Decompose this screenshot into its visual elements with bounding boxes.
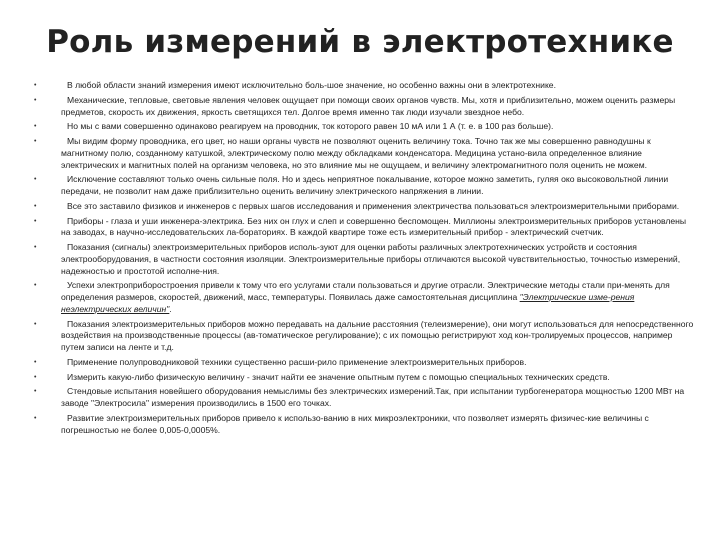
- bullet-paragraph: [34, 216, 694, 239]
- paragraph-text: [61, 413, 694, 436]
- paragraph-body: Успехи электроприборостроения привели к тому что его услугами стали пользоваться и другие отрасли. Электрические методы стали при-менять для определения размеров, скоростей, движений, масс, температуры. Появилась даже самостоятельная дисциплина: [61, 280, 670, 302]
- paragraph-text: [61, 80, 694, 92]
- slide-title: Роль измерений в электротехнике: [46, 24, 674, 60]
- paragraph-body: Развитие электроизмерительных приборов привело к использо-ванию в них микроэлектроники, что позволяет измерять физичес-кие величины с погрешностью не более 0,005-0,0005%.: [61, 412, 649, 435]
- paragraph-body: В любой области знаний измерения имеют исключительно боль-шое значение, но особенно важны они в электротехнике.: [67, 80, 556, 90]
- paragraph-body: Измерить какую-либо физическую величину - значит найти ее значение опытным путем с помощью специальных технических средств.: [67, 371, 610, 382]
- paragraph-text: [61, 357, 694, 369]
- bullet-dot-icon: •: [34, 123, 37, 131]
- paragraph-text: [61, 174, 694, 197]
- bullet-paragraph: [34, 174, 694, 197]
- bullet-dot-icon: •: [34, 217, 37, 225]
- bullet-paragraph: [34, 372, 694, 384]
- paragraph-text: [61, 95, 694, 118]
- bullet-paragraph: [34, 357, 694, 369]
- bullet-dot-icon: •: [34, 244, 37, 252]
- bullet-paragraph: [34, 413, 694, 436]
- bullet-paragraph: [34, 386, 694, 409]
- bullet-paragraph: [34, 319, 694, 354]
- paragraph-text: [61, 386, 694, 409]
- bullet-dot-icon: •: [34, 282, 37, 290]
- paragraph-text: [61, 201, 694, 213]
- bullet-dot-icon: •: [34, 202, 37, 210]
- bullet-paragraph: [34, 136, 694, 171]
- paragraph-text: [61, 216, 694, 239]
- paragraph-end: .: [169, 303, 172, 314]
- bullet-paragraph: [34, 121, 694, 133]
- paragraph-body: Показания (сигналы) электроизмерительных приборов исполь-зуют для оценки работы различных электротехнических устройств и состояния электрооборудования, в частности состояния изоляции. Электроизмерительные приборы отличаются высокой чувствительностью, точностью измерений, надежностью и простотой исполне-ния.: [61, 242, 681, 276]
- paragraph-body: Исключение составляют только очень сильные поля. Но и здесь неприятное покалывание, которое можно заметить, гуляя око высоковольтной линии передачи, не позволит нам даже приблизительно оценить величину электрического напряжения в линии.: [61, 174, 669, 196]
- bullet-dot-icon: •: [34, 82, 37, 89]
- paragraph-text: [61, 121, 694, 133]
- bullet-paragraph: [34, 201, 694, 213]
- slide-content: [34, 80, 694, 439]
- bullet-dot-icon: •: [34, 373, 37, 381]
- bullet-paragraph: [34, 80, 694, 92]
- paragraph-text: [61, 280, 694, 315]
- bullet-paragraph: [34, 95, 694, 118]
- bullet-dot-icon: •: [34, 138, 37, 146]
- paragraph-body: Приборы - глаза и уши инженера-электрика. Без них он глух и слеп и совершенно беспомощен. Миллионы электроизмерительных приборов установлены на заводах, в научно-исследовательских ла-бораториях. В каждой квартире тоже есть измерительный прибор - электрический счетчик.: [61, 215, 687, 238]
- emphasized-discipline-name: "Электрические изме-рения неэлектрических величин": [61, 292, 635, 314]
- paragraph-text: [61, 242, 694, 277]
- bullet-paragraph: [34, 242, 694, 277]
- paragraph-text: [61, 319, 694, 354]
- paragraph-body: Механические, тепловые, световые явления человек ощущает при помощи своих органов чувств. Мы, хотя и приблизительно, можем оценить размеры предметов, скорость их движения, яркость светящихся тел. Долгое время именно так люди изучали звездное небо.: [61, 94, 676, 117]
- bullet-dot-icon: •: [34, 358, 37, 366]
- paragraph-text: [61, 372, 694, 384]
- paragraph-body: Применение полупроводниковой техники существенно расши-рило применение электроизмерительных приборов.: [67, 356, 527, 367]
- bullet-dot-icon: •: [34, 388, 37, 396]
- bullet-paragraph: [34, 280, 694, 315]
- paragraph-body: Мы видим форму проводника, его цвет, но наши органы чувств не позволяют оценить величину тока. Точно так же мы совершенно равнодушны к магнитному полю, созданному катушкой, электрическому полю между обкладками конденсатора. Медицина устано-вила определенное влияние электрических и магнитных полей на организм человека, но это влияние мы не ощущаем, и величину электромагнитного поля оценить не можем.: [61, 136, 651, 170]
- bullet-dot-icon: •: [34, 176, 37, 184]
- paragraph-body: Но мы с вами совершенно одинаково реагируем на проводник, ток которого равен 10 мА или 1 А (т. е. в 100 раз больше).: [67, 121, 554, 132]
- paragraph-body: Все это заставило физиков и инженеров с первых шагов исследования и применения электричества пользоваться электроизмерительными приборами.: [67, 200, 680, 211]
- bullet-dot-icon: •: [34, 320, 37, 328]
- paragraph-text: [61, 136, 694, 171]
- bullet-dot-icon: •: [34, 96, 37, 104]
- paragraph-body: Показания электроизмерительных приборов можно передавать на дальние расстояния (телеизмерение), они могут использоваться для непосредственного воздействия на производственные процессы (ав-томатическое регулирование); с их помощью регистрируют ход кон-тролируемых процессов, например путем записи на ленте и т.д.: [61, 318, 694, 352]
- paragraph-body: Стендовые испытания новейшего оборудования немыслимы без электрических измерений.Так, при испытании турбогенератора мощностью 1200 МВт на заводе "Электросила" измерения производились в 1500 его точках.: [61, 386, 685, 408]
- bullet-dot-icon: •: [34, 414, 37, 422]
